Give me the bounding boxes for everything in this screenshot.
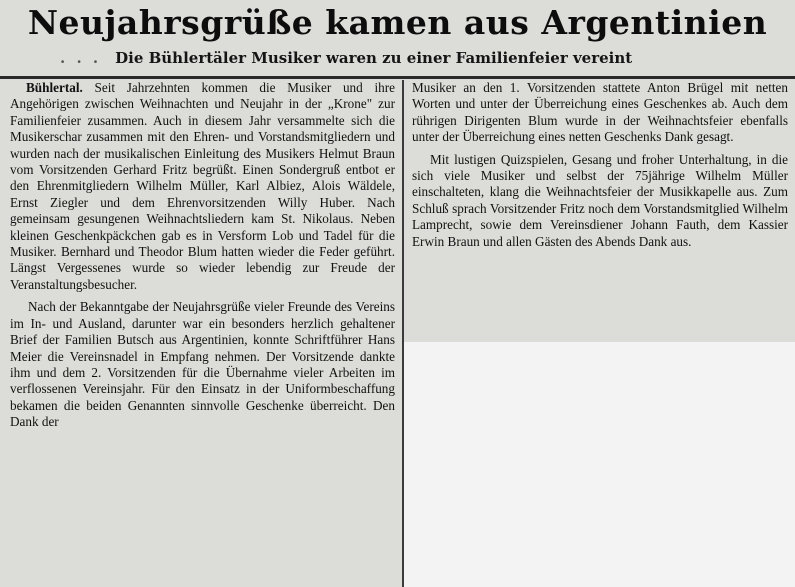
subheadline-dots: . . .	[60, 49, 102, 67]
left-column	[10, 80, 395, 437]
blank-area	[404, 342, 795, 587]
left-paragraph-1-text: Seit Jahrzehnten kommen die Musiker und ihre Angehörigen zwischen Weihnachten und Neujahr in der „Krone" zur Familienfeier zusammen. Auch in diesem Jahr versammelte sich die Musikerschar zusammen mit den Ehren- und Vorstandsmitgliedern und wurden nach der musikalischen Einleitung des Musikers Helmut Braun vom Vorsitzenden Gerhard Fritz begrüßt. Einen Sondergruß entbot er den Ehrenmitgliedern Wilhelm Müller, Karl Albiez, Alois Wäldele, Ernst Ziegler und dem Ehrenvorsitzenden Willy Huber. Nach gemeinsam gesungenen Weihnachtsliedern kam St. Nikolaus. Neben kleinen Geschenkpäckchen gab es in Versform Lob und Tadel für die Musiker. Bernhard und Theodor Blum hatten wieder die Feder geführt. Längst Vergessenes wurde so wieder lebendig zur Freude der Veranstaltungsbesucher.	[10, 80, 395, 292]
article-headline: Neujahrsgrüße kamen aus Argentinien	[27, 3, 768, 42]
headline-rule	[0, 76, 795, 79]
article-subheadline: Die Bühlertäler Musiker waren zu einer Familienfeier vereint	[115, 49, 633, 67]
dateline: Bühlertal.	[26, 80, 83, 95]
right-column	[412, 80, 788, 256]
right-paragraph-1: Musiker an den 1. Vorsitzenden stattete Anton Brügel mit netten Worten und unter der Überreichung eines Geschenkes ab. Auch dem rührigen Dirigenten Blum wurde in der Weihnachtsfeier ebenfalls unter der Überreichung eines netten Geschenks Dank gesagt.	[412, 80, 788, 145]
article-subheadline-row	[60, 48, 795, 68]
left-paragraph-1	[10, 80, 395, 293]
right-paragraph-2: Mit lustigen Quizspielen, Gesang und froher Unterhaltung, in die sich viele Musiker und selbst der 75jährige Wilhelm Müller einschalteten, klang die Weihnachtsfeier der Musikkapelle aus. Zum Schluß sprach Vorsitzender Fritz noch dem Vorstandsmitglied Wilhelm Lamprecht, sowie dem Vereinsdiener Johann Fauth, dem Kassier Erwin Braun und allen Gästen des Abends Dank aus.	[412, 151, 788, 249]
left-paragraph-2: Nach der Bekanntgabe der Neujahrsgrüße vieler Freunde des Vereins im In- und Ausland, darunter war ein besonders herzlich gehaltener Brief der Familien Butsch aus Argentinien, konnte Schriftführer Hans Meier die Vereinsnadel in Empfang nehmen. Der Vorsitzende dankte ihm und dem 2. Vorsitzenden für die Übernahme vieler Arbeiten im verflossenen Vereinsjahr. Für den Einsatz in der Uniformbeschaffung bekamen die beiden Genannten sinnvolle Geschenke überreicht. Den Dank der	[10, 299, 395, 430]
